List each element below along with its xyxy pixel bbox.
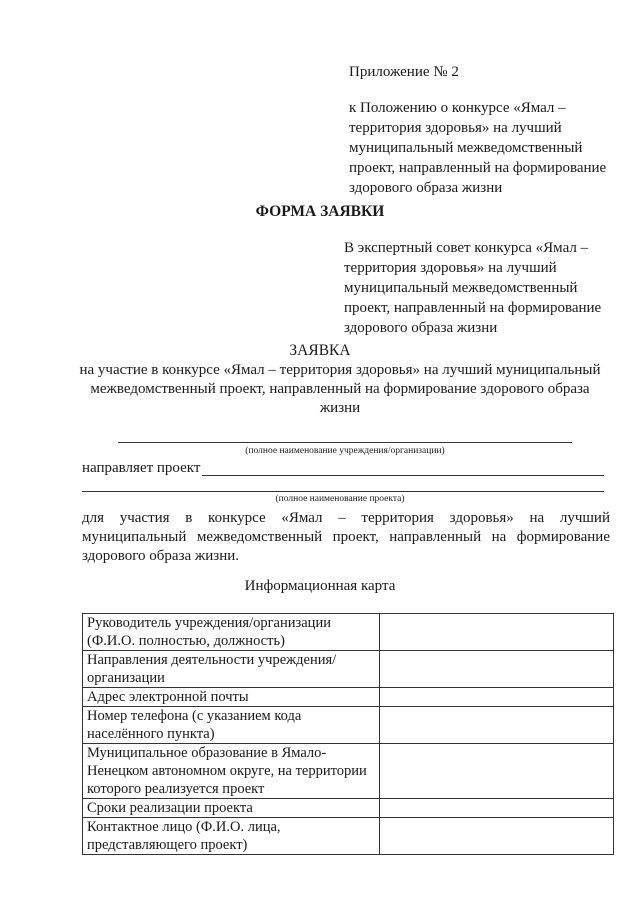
info-card-row: [83, 688, 614, 707]
info-card-row-label: Адрес электронной почты: [83, 688, 380, 707]
organization-name-caption: (полное наименование учреждения/организации): [245, 446, 445, 456]
addressee-block: В экспертный совет конкурса «Ямал – территория здоровья» на лучший муниципальный межведомственный проект, направленный на формирование здорового образа жизни: [344, 240, 602, 336]
info-card-row-value[interactable]: [380, 614, 614, 651]
project-name-line-1[interactable]: [202, 475, 604, 476]
application-subtitle: на участие в конкурсе «Ямал – территория здоровья» на лучший муниципальный межведомственный проект, направленный на формирование здорового образа жизни: [79, 362, 601, 416]
info-card-row-label: Направления деятельности учреждения/организации: [83, 651, 380, 688]
info-card-row-value[interactable]: [380, 707, 614, 744]
info-card-row-value[interactable]: [380, 818, 614, 855]
info-card-row-label: Муниципальное образование в Ямало-Ненецком автономном округе, на территории которого реализуется проект: [83, 744, 380, 799]
appendix-reference: к Положению о конкурсе «Ямал – территория здоровья» на лучший муниципальный межведомственный проект, направленный на формирование здорового образа жизни: [349, 100, 607, 196]
info-card-row-label: Номер телефона (с указанием кода населённого пункта): [83, 707, 380, 744]
info-card-row: [83, 744, 614, 799]
form-title: ФОРМА ЗАЯВКИ: [255, 203, 385, 220]
info-card-row-label: Сроки реализации проекта: [83, 799, 380, 818]
info-card-row-value[interactable]: [380, 688, 614, 707]
appendix-title: Приложение № 2: [349, 64, 459, 80]
project-name-caption: (полное наименование проекта): [275, 494, 405, 504]
info-card-row: [83, 651, 614, 688]
sends-project-label: направляет проект: [82, 460, 201, 476]
info-card-title: Информационная карта: [244, 578, 396, 594]
info-card-row: [83, 707, 614, 744]
info-card-row-value[interactable]: [380, 651, 614, 688]
info-card-row-label: Контактное лицо (Ф.И.О. лица, представляющего проект): [83, 818, 380, 855]
info-card-row: [83, 818, 614, 855]
info-card-table: [82, 613, 614, 855]
organization-name-line[interactable]: [118, 442, 572, 443]
info-card-row-value[interactable]: [380, 799, 614, 818]
info-card-row: [83, 614, 614, 651]
info-card-row-value[interactable]: [380, 744, 614, 799]
project-name-line-2[interactable]: [82, 491, 604, 492]
application-title: ЗАЯВКА: [289, 342, 351, 359]
purpose-text: для участия в конкурсе «Ямал – территория здоровья» на лучший муниципальный межведомственный проект, направленный на формирование здорового образа жизни.: [82, 510, 610, 564]
info-card-row-label: Руководитель учреждения/организации (Ф.И.О. полностью, должность): [83, 614, 380, 651]
info-card-row: [83, 799, 614, 818]
